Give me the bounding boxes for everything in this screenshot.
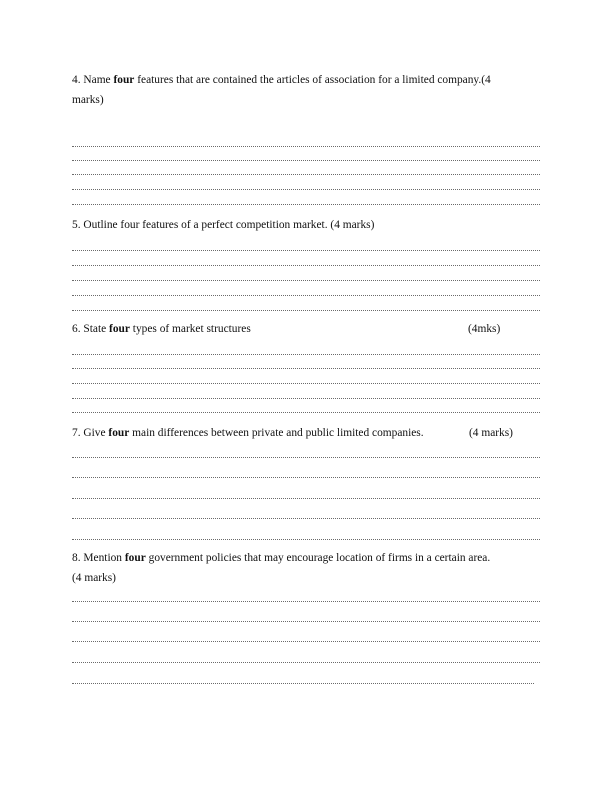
question-5-text bbox=[72, 218, 374, 232]
answer-line-q6-2[interactable] bbox=[72, 368, 540, 369]
answer-line-q4-2[interactable] bbox=[72, 160, 540, 161]
answer-line-q4-1[interactable] bbox=[72, 146, 540, 147]
answer-line-q7-3[interactable] bbox=[72, 498, 540, 499]
answer-line-q6-5[interactable] bbox=[72, 412, 540, 413]
question-7-marks: (4 marks) bbox=[469, 427, 513, 439]
question-text: Give bbox=[83, 427, 106, 439]
question-8-text bbox=[72, 551, 490, 565]
question-text: government policies that may encourage location of firms in a certain area. bbox=[148, 552, 491, 564]
question-number: 6. bbox=[72, 323, 81, 335]
answer-line-q4-4[interactable] bbox=[72, 189, 540, 190]
emphasis-word: four bbox=[113, 74, 135, 86]
question-text: Outline four features of a perfect competition market. (4 marks) bbox=[83, 219, 375, 231]
question-text: types of market structures bbox=[132, 323, 251, 335]
answer-line-q8-5[interactable] bbox=[72, 683, 534, 684]
question-text: main differences between private and public limited companies. bbox=[132, 427, 424, 439]
question-text: Mention bbox=[83, 552, 123, 564]
question-7-text bbox=[72, 426, 424, 440]
answer-line-q5-2[interactable] bbox=[72, 265, 540, 266]
answer-line-q4-3[interactable] bbox=[72, 174, 540, 175]
question-4-text bbox=[72, 73, 491, 87]
question-number: 8. bbox=[72, 552, 81, 564]
answer-line-q6-3[interactable] bbox=[72, 383, 540, 384]
answer-line-q8-1[interactable] bbox=[72, 601, 540, 602]
question-number: 7. bbox=[72, 427, 81, 439]
answer-line-q7-4[interactable] bbox=[72, 518, 540, 519]
answer-line-q8-3[interactable] bbox=[72, 641, 540, 642]
answer-line-q5-3[interactable] bbox=[72, 280, 540, 281]
answer-line-q8-4[interactable] bbox=[72, 662, 540, 663]
question-6-marks: (4mks) bbox=[468, 323, 501, 335]
emphasis-word: four bbox=[109, 323, 130, 335]
question-8-marks: (4 marks) bbox=[72, 572, 116, 584]
answer-line-q6-4[interactable] bbox=[72, 398, 540, 399]
question-number: 4. bbox=[72, 74, 81, 86]
answer-line-q5-5[interactable] bbox=[72, 310, 540, 311]
answer-line-q8-2[interactable] bbox=[72, 621, 540, 622]
answer-line-q5-1[interactable] bbox=[72, 250, 540, 251]
emphasis-word: four bbox=[124, 552, 146, 564]
answer-line-q7-2[interactable] bbox=[72, 477, 540, 478]
question-6-text bbox=[72, 322, 251, 336]
question-text: State bbox=[83, 323, 107, 335]
answer-line-q6-1[interactable] bbox=[72, 354, 540, 355]
question-text: features that are contained the articles of association for a limited company.(4 bbox=[137, 74, 491, 86]
emphasis-word: four bbox=[108, 427, 130, 439]
question-text: Name bbox=[83, 74, 111, 86]
question-4-marks: marks) bbox=[72, 94, 104, 106]
answer-line-q7-1[interactable] bbox=[72, 457, 540, 458]
question-number: 5. bbox=[72, 219, 81, 231]
answer-line-q5-4[interactable] bbox=[72, 295, 540, 296]
answer-line-q4-5[interactable] bbox=[72, 204, 540, 205]
answer-line-q7-5[interactable] bbox=[72, 539, 540, 540]
